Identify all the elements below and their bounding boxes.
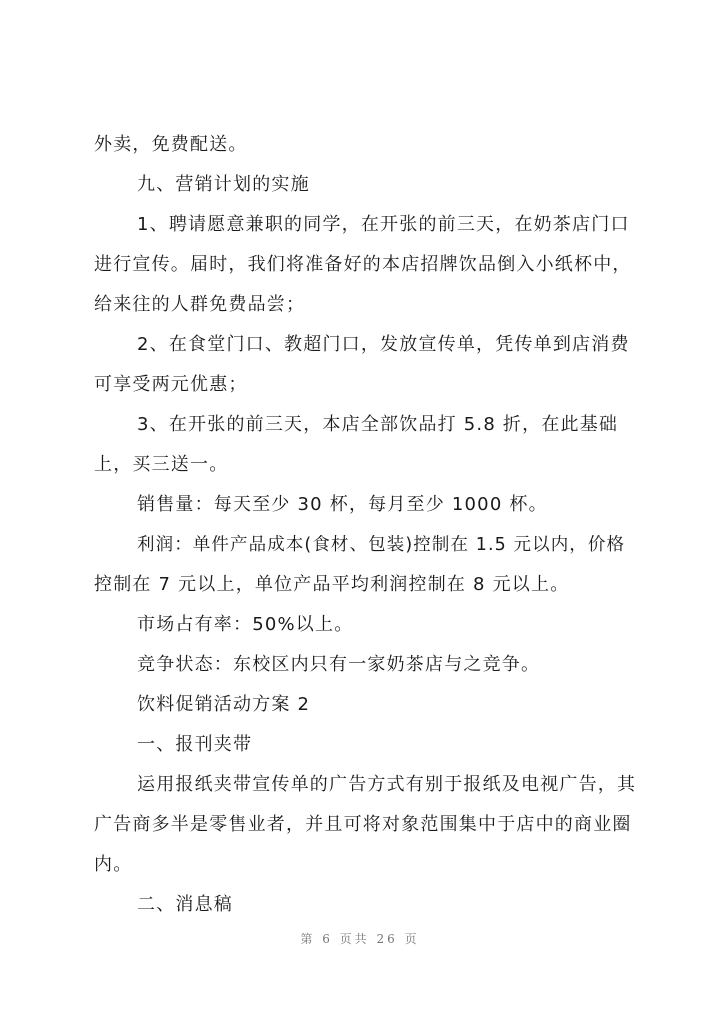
page-number-footer: 第 6 页共 26 页	[300, 932, 420, 946]
text-line: 2、在食堂门口、教超门口，发放宣传单，凭传单到店消费	[137, 334, 630, 355]
text-line: 市场占有率：50%以上。	[137, 614, 354, 635]
text-line: 利润：单件产品成本(食材、包装)控制在 1.5 元以内，价格	[137, 535, 626, 555]
text-line: 给来往的人群免费品尝；	[94, 294, 306, 315]
text-line: 广告商多半是零售业者，并且可将对象范围集中于店中的商业圈	[94, 814, 632, 835]
text-line: 控制在 7 元以上，单位产品平均利润控制在 8 元以上。	[94, 574, 570, 595]
text-line: 竞争状态：东校区内只有一家奶茶店与之竞争。	[137, 654, 541, 675]
section-heading: 二、消息稿	[137, 894, 233, 915]
text-line: 3、在开张的前三天，本店全部饮品打 5.8 折，在此基础	[137, 414, 619, 435]
text-line: 进行宣传。届时，我们将准备好的本店招牌饮品倒入小纸杯中，	[94, 254, 632, 275]
text-line: 外卖，免费配送。	[94, 134, 248, 155]
text-line: 内。	[94, 854, 133, 875]
text-line: 销售量：每天至少 30 杯，每月至少 1000 杯。	[137, 494, 548, 515]
text-line: 上，买三送一。	[94, 454, 229, 475]
section-heading: 一、报刊夹带	[137, 734, 253, 755]
text-line: 运用报纸夹带宣传单的广告方式有别于报纸及电视广告，其	[137, 774, 637, 795]
text-line: 1、聘请愿意兼职的同学，在开张的前三天，在奶茶店门口	[137, 214, 630, 235]
text-line: 可享受两元优惠；	[94, 374, 248, 395]
plan-title: 饮料促销活动方案 2	[137, 694, 311, 715]
section-heading: 九、营销计划的实施	[137, 174, 310, 195]
